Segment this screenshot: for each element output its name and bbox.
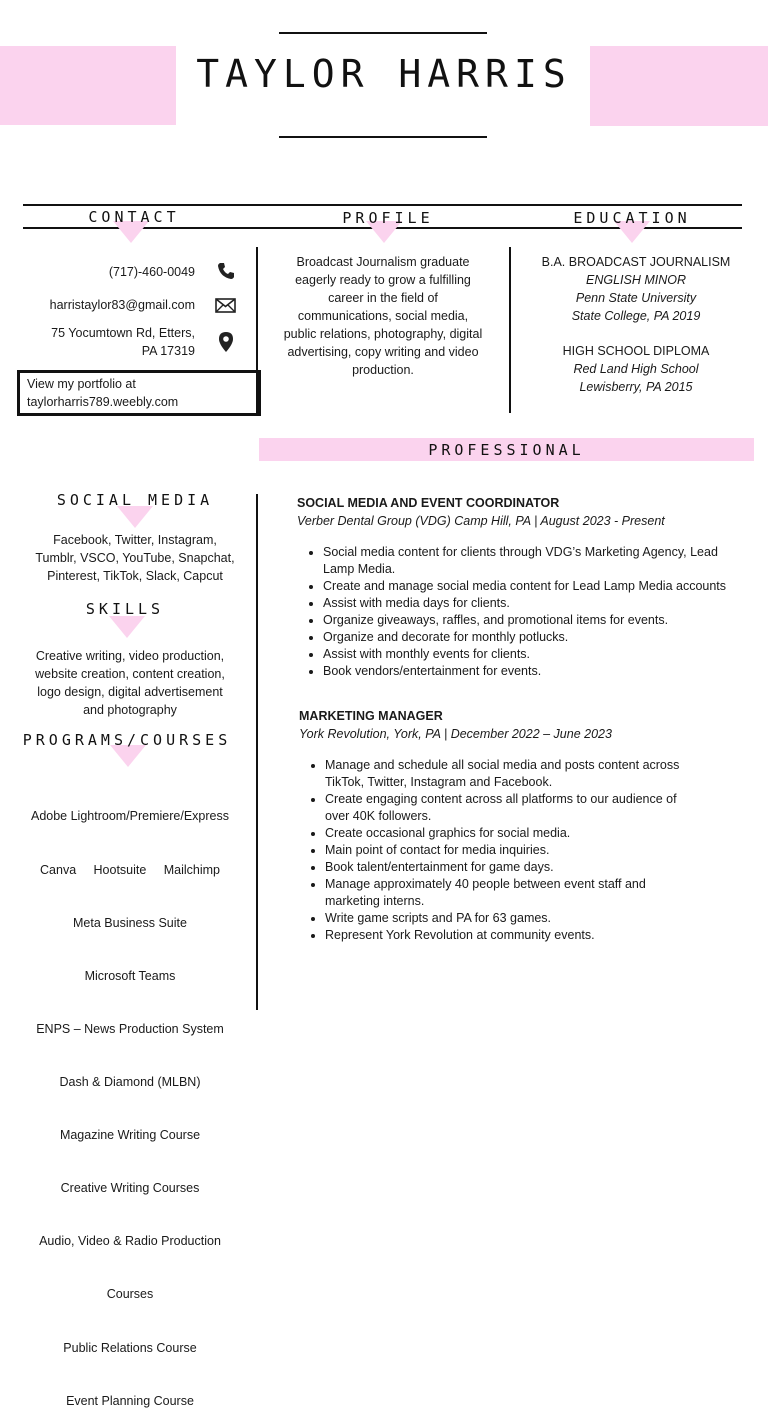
skills-line: website creation, content creation, [35,667,225,681]
skills-line: Creative writing, video production, [35,649,225,663]
programs-line: ENPS – News Production System [36,1021,224,1036]
portfolio-link[interactable]: taylorharris789.weebly.com [27,395,179,409]
programs-line: Courses [106,1287,154,1302]
education-location-year: State College, PA 2019 [571,309,701,323]
contact-address-line1: 75 Yocumtown Rd, Etters, [51,326,195,340]
contact-phone: (717)-460-0049 [108,265,195,279]
programs-line: Magazine Writing Course [59,1128,201,1143]
contact-address-line2: PA 17319 [141,344,195,358]
profile-line: career in the field of [328,291,438,305]
social-media-list [20,531,250,585]
portfolio-box[interactable] [17,370,261,416]
job-subtitle: Verber Dental Group (VDG) Camp Hill, PA | August 2023 - Present [297,514,665,528]
education-hs-school: Red Land High School [573,362,699,376]
programs-line: Public Relations Course [63,1340,197,1355]
skills-triangle [109,616,145,638]
header-bottom-rule [279,136,487,138]
profile-line: communications, social media, [297,309,469,323]
job-bullet: • Create engaging content across all platforms to our audience of over 40K followers. [325,791,699,825]
professional-heading: PROFESSIONAL [428,441,585,459]
divider-left-column [256,494,258,1010]
page-title: TAYLOR HARRIS [196,52,572,96]
job-bullet: • Book talent/entertainment for game days. [325,859,699,876]
phone-icon [216,261,236,281]
skills-line: logo design, digital advertisement [37,685,223,699]
location-pin-icon [218,331,234,353]
skills-list [20,647,240,719]
profile-line: advertising, copy writing and video [287,345,479,359]
social-media-line: Facebook, Twitter, Instagram, [53,533,217,547]
programs-heading: PROGRAMS/COURSES [22,731,232,749]
programs-line: Canva Hootsuite Mailchimp [40,862,220,877]
job-bullet: • Manage and schedule all social media and posts content across TikTok, Twitter, Instagram and Facebook. [325,757,699,791]
envelope-icon [215,298,236,313]
contact-heading: CONTACT [88,208,180,226]
job-bullet: • Organize and decorate for monthly potlucks. [323,629,747,646]
programs-line: Dash & Diamond (MLBN) [59,1074,201,1089]
job-bullet: • Represent York Revolution at community events. [325,927,699,944]
programs-line: Microsoft Teams [84,968,176,983]
divider-profile-education [509,247,511,413]
programs-line: Event Planning Course [66,1393,194,1408]
programs-list [14,773,246,1428]
programs-line: Meta Business Suite [73,915,187,930]
job-title: SOCIAL MEDIA AND EVENT COORDINATOR [297,496,560,510]
education-minor: ENGLISH MINOR [585,273,686,287]
job-bullet: • Assist with media days for clients. [323,595,747,612]
job-bullet: • Main point of contact for media inquiries. [325,842,699,859]
job-bullet: • Assist with monthly events for clients. [323,646,747,663]
programs-line: Adobe Lightroom/Premiere/Express [30,809,229,824]
social-media-triangle [117,506,153,528]
job-bullet: • Create and manage social media content for Lead Lamp Media accounts [323,578,747,595]
job-subtitle: York Revolution, York, PA | December 2022 – June 2023 [299,727,612,741]
job-bullets [299,757,699,944]
contact-email: harristaylor83@gmail.com [49,298,195,312]
education-text [524,253,748,396]
profile-heading: PROFILE [342,209,434,227]
programs-line: Creative Writing Courses [60,1181,200,1196]
section-band-top-rule [23,204,742,206]
contact-address [20,324,195,360]
skills-heading: SKILLS [85,600,165,618]
profile-line: eagerly ready to grow a fulfilling [295,273,471,287]
profile-text [272,253,494,379]
education-hs-diploma: HIGH SCHOOL DIPLOMA [562,344,710,358]
programs-line: Audio, Video & Radio Production [39,1234,221,1249]
job-bullet: • Manage approximately 40 people between event staff and marketing interns. [325,876,699,910]
social-media-line: Tumblr, VSCO, YouTube, Snapchat, [35,551,235,565]
job-entry [297,494,747,680]
job-bullet: • Social media content for clients through VDG’s Marketing Agency, Lead Lamp Media. [323,544,747,578]
job-bullets [297,544,747,680]
education-degree: B.A. BROADCAST JOURNALISM [541,255,731,269]
profile-line: Broadcast Journalism graduate [296,255,470,269]
education-hs-location-year: Lewisberry, PA 2015 [579,380,693,394]
job-bullet: • Book vendors/entertainment for events. [323,663,747,680]
education-school: Penn State University [575,291,697,305]
skills-line: and photography [83,703,177,717]
job-title: MARKETING MANAGER [299,709,443,723]
education-heading: EDUCATION [573,209,691,227]
profile-line: public relations, photography, digital [283,327,483,341]
job-bullet: • Write game scripts and PA for 63 games. [325,910,699,927]
social-media-heading: SOCIAL MEDIA [56,491,214,509]
job-bullet: • Organize giveaways, raffles, and promotional items for events. [323,612,747,629]
social-media-line: Pinterest, TikTok, Slack, Capcut [47,569,223,583]
portfolio-line1: View my portfolio at [27,377,136,391]
job-bullet: • Create occasional graphics for social media. [325,825,699,842]
header-top-rule [279,32,487,34]
job-entry [299,707,699,944]
profile-line: production. [352,363,414,377]
